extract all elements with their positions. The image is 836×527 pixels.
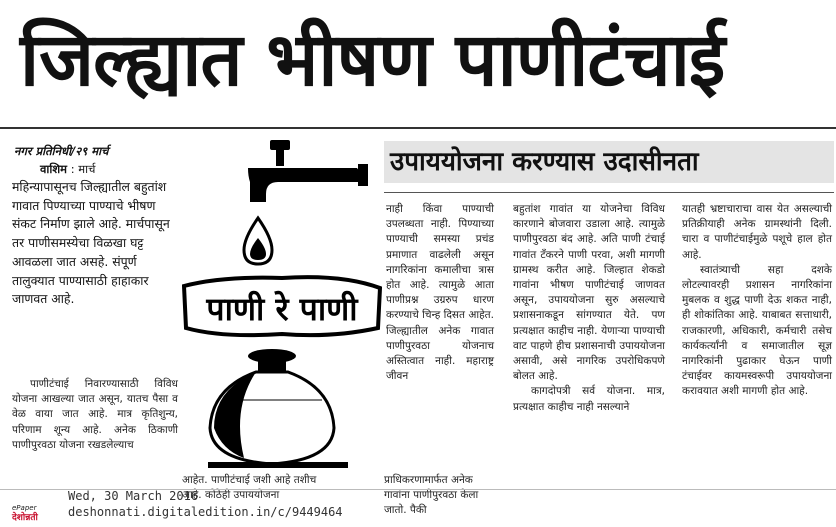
byline-place [40, 162, 95, 177]
caption-box [184, 277, 380, 335]
left-column-text: पाणीटंचाई निवारण्यासाठी विविध योजना आखल्या जात असून, यातच पैसा व वेळ वाया जात आहे. मात्र कृतिशुन्य, परिणाम शून्य आहे. अनेक ठिकाणी पाणीपुरवठा योजना रखडलेल्याच [12, 378, 178, 451]
byline-place-suffix: : मार्च [70, 162, 96, 176]
headline-rule [0, 127, 836, 129]
strip-text-2: प्राधिकरणामार्फत अनेक गावांना पाणीपुरवठा केला जातो. पैकी [384, 474, 479, 517]
column-3 [513, 202, 665, 415]
subheadline-rule [384, 192, 834, 193]
column-3-text: बहुतांश गावांत या योजनेचा विविध कारणाने बोजवारा उडाला आहे. त्यामुळे पाणीपुरवठा बंद आहे. अति पाणी टंचाई गावांत टँकरने पाणी परवा, अशी मागणी ग्रामस्थ करीत आहे. जिल्हात शेकडो गावांना भीषण पाणीटंचाई जाणवत असून, उपाययोजना सुरु असल्याचे प्रशासनाकडून सांगण्यात येते. पण प्रत्यक्षात काहीच नाही. येणाऱ्या पाण्याची वाट पाहणे हीच प्रशासनाची उपाययोजना असावी, असे नागरिक उपरोधिकपणे बोलत आहे. [513, 203, 665, 383]
column-2-text: नाही किंवा पाण्याची उपलब्धता नाही. पिण्याच्या पाण्याची समस्या प्रचंड प्रमाणात वाढलेली असून नागरिकांना कमालीचा त्रास होत आहे. त्यामुळे आता पाणीप्रश्न उग्ररुप धारण करण्याचे चिन्ह दिसत आहेत. जिल्ह्यातील अनेक गावात पाणीपुरवठा योजनाच अस्तित्वात नाही. महाराष्ट्र जीवन [386, 203, 494, 383]
logo-bottom-text: देशोन्नती [12, 513, 38, 522]
column-4 [682, 202, 832, 400]
column-3-text-b: कागदोपत्री सर्व योजना. मात्र, प्रत्यक्षात काहीच नाही नसल्याने [513, 385, 665, 413]
lead-text: महिन्यापासूनच जिल्ह्यातील बहुतांश गावात पिण्याच्या पाण्याचे भीषण संकट निर्माण झाले आहे. मार्चपासून तर पाणीसमस्येचा विळखा घट्ट आवळला जात असहे. संपूर्ण तालुक्यात पाण्यासाठी हाहाकार जाणवत आहे. [12, 179, 170, 307]
headline: जिल्ह्यात भीषण पाणीटंचाई [20, 17, 725, 103]
illustration [182, 138, 382, 473]
column-2 [386, 202, 494, 384]
subheadline: उपाययोजना करण्यास उदासीनता [384, 141, 834, 183]
byline-place-name: वाशिम [40, 162, 68, 176]
epaper-logo-icon [10, 502, 64, 522]
tap-body [248, 168, 318, 202]
tap-pipe [318, 168, 360, 182]
tap-pipe-end [358, 164, 368, 186]
column-4-text-b: स्वातंत्र्याची सहा दशके लोटल्यावरही प्रशासन नागरिकांना मुबलक व शुद्ध पाणी देऊ शकत नाही, ही शोकांतिका आहे. याबाबत सत्ताधारी, राजकारणी, अधिकारी, कर्मचारी तसेच कार्यकर्त्यांनी व समाजातील सूज्ञ नागरिकांनी पुढाकार घेऊन पाणी टंचाईवर कायमस्वरूपी उपाययोजना करावयात अशी मागणी होत आहे. [682, 263, 832, 398]
water-drop-inner [250, 238, 266, 260]
illustration-caption: पाणी रे पाणी [206, 290, 358, 328]
column-4-text-a: यातही भ्रष्टाचाराचा वास येत असल्याची प्रतिक्रीयाही अनेक ग्रामस्थांनी दिली. चारा व पाणीटंचाईमुळे पशूचे हाल होत आहे. [682, 203, 832, 261]
logo-top-text: ePaper [12, 504, 37, 512]
water-tap-pot-icon [182, 138, 382, 473]
pot-base [208, 462, 348, 468]
lead-paragraph [12, 178, 180, 309]
left-column [12, 377, 178, 453]
pot-neck [258, 360, 286, 372]
byline-reporter: नगर प्रतिनिधी/२९ मार्च [14, 144, 109, 158]
tap-stem [276, 148, 284, 166]
epaper-logo[interactable] [10, 502, 64, 520]
edition-url-link[interactable]: deshonnati.digitaledition.in/c/9449464 [68, 505, 343, 519]
strip-text: आहेत. पाणीटंचाई जशी आहे तशीच आहे. कोठेही उपाययोजना [182, 474, 317, 502]
edition-date: Wed, 30 March 2016 [68, 489, 199, 503]
